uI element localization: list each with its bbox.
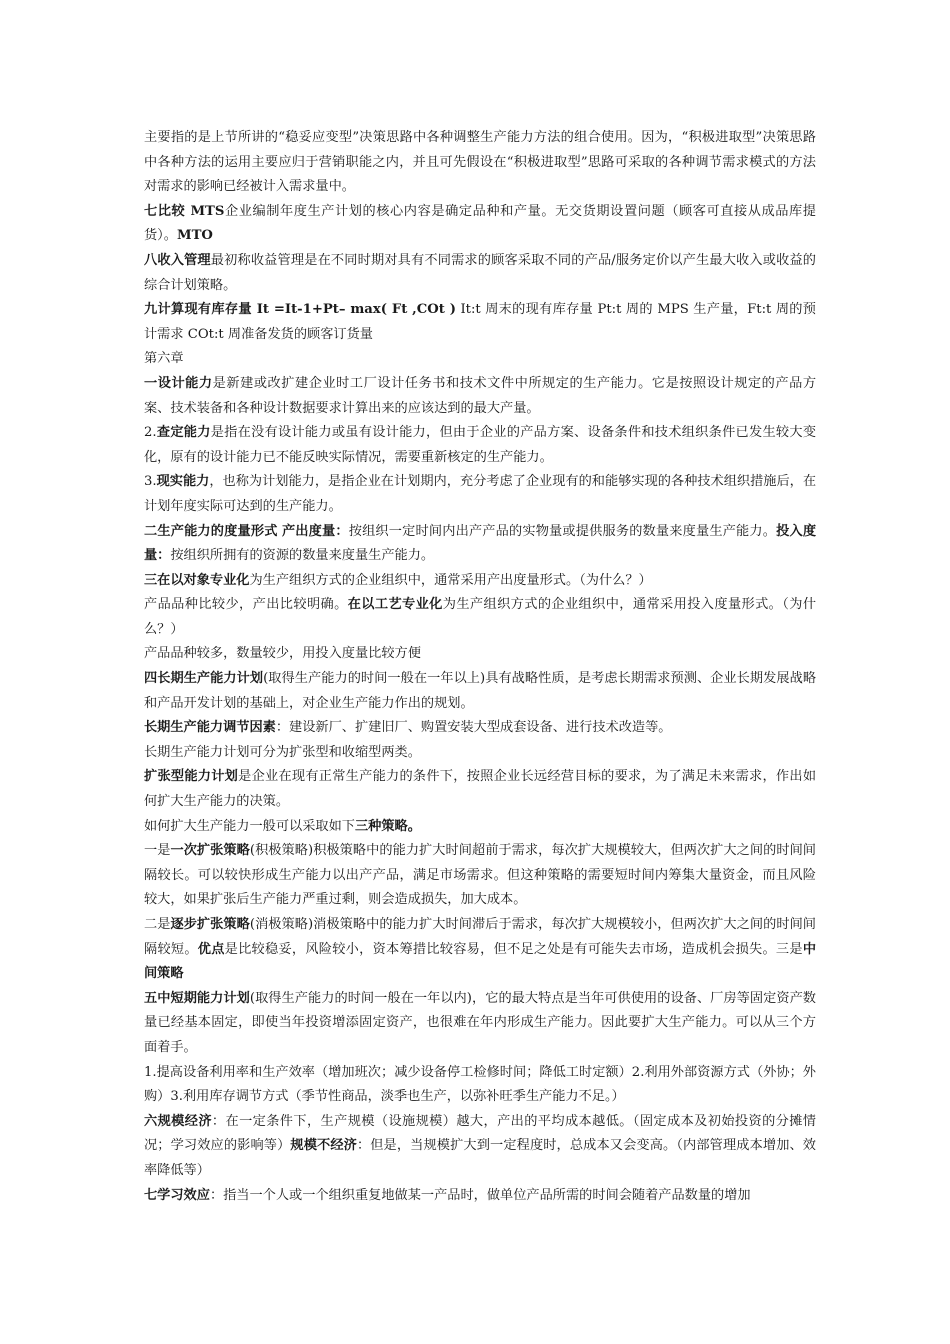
paragraph	[144, 200, 816, 249]
paragraph	[144, 667, 816, 716]
bold-term: 三在以对象专业化	[144, 572, 250, 588]
bold-term: 八收入管理	[144, 252, 211, 268]
bold-term: 查定能力	[156, 425, 211, 441]
paragraph	[144, 470, 816, 519]
text-run: (取得生产能力的时间一般在一年以内)，它的最大特点是当年可供使用的设备、厂房等固定资产数量已经基本固定，即使当年投资增添固定资产，也很难在年内形成生产能力。因此要扩大生产能力。可以从三个方面着手。	[144, 990, 816, 1055]
text-run: 二是	[144, 917, 171, 932]
paragraph	[144, 716, 816, 741]
paragraph	[144, 987, 816, 1061]
text-run: 第六章	[144, 351, 184, 367]
text-run: ，也称为计划能力，是指企业在计划期内，充分考虑了企业现有的和能够实现的各种技术组织措施后，在计划年度实际可达到的生产能力。	[144, 474, 817, 514]
bold-term: 扩张型能力计划	[144, 769, 239, 785]
paragraph	[144, 347, 816, 372]
paragraph	[144, 839, 816, 913]
bold-term: 中间策略	[144, 941, 816, 982]
text-run: 是新建或改扩建企业时工厂设计任务书和技术文件中所规定的生产能力。它是按照设计规定的产品方案、技术装备和各种设计数据要求计算出来的应该达到的最大产量。	[144, 375, 817, 416]
paragraph	[144, 126, 816, 200]
text-run: 按组织一定时间内出产产品的实物量或提供服务的数量来度量生产能力。	[348, 523, 777, 539]
paragraph	[144, 1061, 816, 1110]
bold-term: 优点	[197, 941, 225, 957]
bold-term: 产出度量：	[281, 523, 349, 539]
text-run: (消极策略)消极策略中的能力扩大时间滞后于需求，每次扩大规模较小，但两次扩大之间的时间间隔较短。	[144, 917, 816, 957]
text-run: 一是	[144, 843, 171, 859]
paragraph	[144, 249, 816, 298]
text-run: ：但是，当规模扩大到一定程度时，总成本又会变高。（内部管理成本增加、效率降低等）	[144, 1138, 816, 1178]
text-run: 长期生产能力计划可分为扩张型和收缩型两类。	[144, 744, 421, 760]
bold-term: 二生产能力的度量形式	[144, 523, 278, 539]
text-run: 按组织所拥有的资源的数量来度量生产能力。	[170, 548, 435, 564]
text-run: 是比较稳妥，风险较小，资本筹措比较容易，但不足之处是有可能失去市场，造成机会损失。三是	[224, 941, 803, 957]
paragraph	[144, 372, 816, 421]
text-run: 产品品种较多，数量较少，用投入度量比较方便	[144, 646, 421, 662]
text-run: 2.	[144, 425, 157, 441]
bold-term: 五中短期能力计划	[144, 990, 250, 1006]
bold-term: 长期生产能力调节因素	[144, 720, 276, 736]
paragraph	[144, 520, 816, 569]
bold-term: 七学习效应	[144, 1187, 210, 1203]
paragraph	[144, 741, 816, 766]
paragraph	[144, 421, 816, 470]
paragraph	[144, 1184, 816, 1209]
text-run: ：指当一个人或一个组织重复地做某一产品时，做单位产品所需的时间会随着产品数量的增加	[209, 1187, 751, 1203]
text-run: (积极策略)积极策略中的能力扩大时间超前于需求，每次扩大规模较大，但两次扩大之间的时间间隔较长。可以较快形成生产能力以出产产品，满足市场需求。但这种策略的需要短时间内筹集大量资金，而且风险较大，如果扩张后生产能力严重过剩，则会造成损失，加大成本。	[144, 843, 816, 908]
text-run: ：在一定条件下，生产规模（设施规模）越大，产出的平均成本越低。（固定成本及初始投资的分摊情况；学习效应的影响等）	[144, 1113, 816, 1154]
bold-term: MTO	[176, 228, 213, 244]
text-run: 主要指的是上节所讲的“稳妥应变型”决策思路中各种调整生产能力方法的组合使用。因为，“积极进取型”决策思路中各种方法的运用主要应归于营销职能之内，并且可先假设在“积极进取型”思路可采取的各种调节需求模式的方法对需求的影响已经被计入需求量中。	[144, 130, 816, 195]
bold-term: 六规模经济	[144, 1113, 212, 1129]
bold-term: 一设计能力	[144, 375, 213, 391]
paragraph	[144, 593, 816, 642]
paragraph	[144, 1110, 816, 1184]
bold-term: 三种策略。	[355, 818, 421, 834]
text-run: 3.	[144, 474, 157, 490]
paragraph	[144, 913, 816, 987]
text-run: 企业编制年度生产计划的核心内容是确定品种和产量。无交货期设置问题（顾客可直接从成品库提货）。	[144, 203, 816, 244]
paragraph	[144, 569, 816, 594]
bold-term: 现实能力	[156, 474, 210, 490]
text-run: 最初称收益管理是在不同时期对具有不同需求的顾客采取不同的产品/服务定价以产生最大收入或收益的综合计划策略。	[144, 252, 816, 293]
text-run: 为生产组织方式的企业组织中，通常采用产出度量形式。（为什么？）	[249, 572, 652, 588]
bold-term: 九计算现有库存量 It =It-1+Pt– max( Ft ,COt )	[144, 302, 456, 318]
paragraph	[144, 642, 816, 667]
text-run: 是企业在现有正常生产能力的条件下，按照企业长远经营目标的要求，为了满足未来需求，作出如何扩大生产能力的决策。	[144, 769, 817, 810]
text-run: It:t 周末的现有库存量 Pt:t 周的 MPS 生产量，Ft:t 周的预计需求 COt:t 周准备发货的顾客订货量	[144, 302, 816, 342]
bold-term: 一次扩张策略	[170, 843, 250, 859]
text-run: 产品品种比较少，产出比较明确。	[144, 597, 348, 613]
text-run: 如何扩大生产能力一般可以采取如下	[144, 818, 355, 834]
document-page	[144, 126, 816, 1208]
text-run: 为生产组织方式的企业组织中，通常采用投入度量形式。（为什么？）	[144, 597, 817, 637]
bold-term: 七比较 MTS	[144, 203, 225, 219]
bold-term: 四长期生产能力计划	[144, 671, 264, 687]
text-run: ：建设新厂、扩建旧厂、购置安装大型成套设备、进行技术改造等。	[275, 720, 672, 736]
bold-term: 在以工艺专业化	[347, 597, 443, 613]
paragraph	[144, 765, 816, 814]
text-run: 1.提高设备利用率和生产效率（增加班次；减少设备停工检修时间；降低工时定额）2.利用外部资源方式（外协；外购）3.利用库存调节方式（季节性商品，淡季也生产，以弥补旺季生产能力不足。）	[144, 1064, 816, 1105]
text-run: (取得生产能力的时间一般在一年以上)具有战略性质，是考虑长期需求预测、企业长期发展战略和产品开发计划的基础上，对企业生产能力作出的规划。	[144, 671, 817, 711]
paragraph	[144, 815, 816, 840]
text-run: 是指在没有设计能力或虽有设计能力，但由于企业的产品方案、设备条件和技术组织条件已发生较大变化，原有的设计能力已不能反映实际情况，需要重新核定的生产能力。	[144, 425, 817, 465]
bold-term: 投入度量：	[144, 523, 817, 564]
bold-term: 逐步扩张策略	[170, 917, 250, 932]
paragraph	[144, 298, 816, 347]
bold-term: 规模不经济	[290, 1138, 357, 1154]
